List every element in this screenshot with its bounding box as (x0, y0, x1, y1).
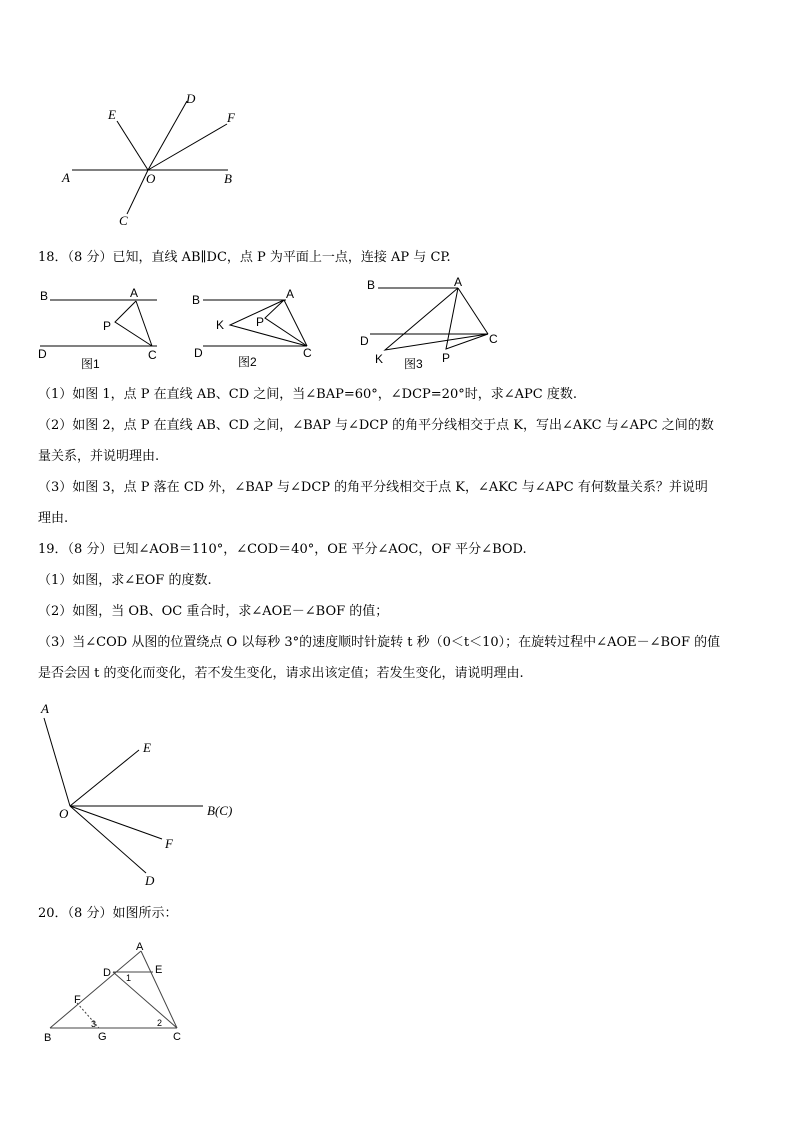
label-D: D (186, 91, 196, 106)
q19-label-E: E (143, 740, 151, 755)
q19-label-D: D (145, 873, 155, 888)
q20-label-B: B (44, 1032, 52, 1044)
q20-label-E: E (155, 964, 163, 976)
f1-label-A: A (130, 286, 139, 300)
q20-label-A: A (136, 941, 144, 953)
q18-part2-line1: （2）如图 2，点 P 在直线 AB、CD 之间，∠BAP 与∠DCP 的角平分线相交于点 K，写出∠AKC 与∠APC 之间的数 (38, 418, 714, 433)
f3-caption: 图3 (404, 357, 423, 371)
seg-AC (141, 951, 177, 1028)
q20-label-F: F (74, 994, 81, 1006)
f1-label-B: B (40, 289, 49, 303)
f3-label-B: B (367, 278, 376, 292)
q20-angle-2: 2 (157, 1018, 163, 1028)
f2-label-A: A (286, 287, 295, 301)
f3-label-D: D (360, 334, 369, 348)
q19-label-A: A (41, 701, 49, 716)
q18-part3-line2: 理由. (38, 511, 69, 526)
label-F: F (227, 110, 235, 125)
f3-label-K: K (375, 352, 384, 366)
q20-label-G: G (98, 1031, 107, 1043)
f1-label-C: C (148, 348, 157, 362)
f2-label-B: B (192, 293, 201, 307)
label-B: B (224, 171, 232, 186)
seg-DC (113, 972, 177, 1028)
q18-part1: （1）如图 1，点 P 在直线 AB、CD 之间，当∠BAP=60°，∠DCP=20°时，求∠APC 度数. (38, 387, 577, 402)
q20-stem: 20．（8 分）如图所示： (38, 906, 178, 921)
label-E: E (108, 107, 116, 122)
f2-label-D: D (194, 346, 203, 360)
q19-label-O: O (59, 806, 69, 821)
f2-label-P: P (256, 315, 265, 329)
q20-label-D: D (103, 967, 111, 979)
q19-part3-line2: 是否会因 t 的变化而变化，若不发生变化，请求出该定值；若发生变化，请说明理由. (38, 666, 524, 681)
label-C: C (119, 213, 128, 228)
f1-caption: 图1 (81, 357, 100, 371)
q18-stem: 18．（8 分）已知，直线 AB∥DC，点 P 为平面上一点，连接 AP 与 CP. (38, 250, 451, 265)
f3-label-P: P (442, 351, 451, 365)
seg-BA (50, 951, 141, 1028)
f3-label-A: A (454, 275, 463, 289)
q18-part3-line1: （3）如图 3，点 P 落在 CD 外，∠BAP 与∠DCP 的角平分线相交于点 K，∠AKC 与∠APC 有何数量关系？并说明 (38, 480, 708, 495)
q20-angle-3: 3 (91, 1019, 97, 1029)
q19-part1: （1）如图，求∠EOF 的度数. (38, 573, 212, 588)
q19-part3-line1: （3）当∠COD 从图的位置绕点 O 以每秒 3°的速度顺时针旋转 t 秒（0＜t＜10）；在旋转过程中∠AOE－∠BOF 的值 (38, 635, 721, 650)
q19-part2: （2）如图，当 OB、OC 重合时，求∠AOE－∠BOF 的值； (38, 604, 389, 619)
f2-caption: 图2 (238, 355, 257, 369)
f3-label-C: C (489, 332, 498, 346)
q18-part2-line2: 量关系，并说明理由. (38, 449, 160, 464)
q19-label-BC: B(C) (207, 803, 233, 818)
q19-label-F: F (165, 836, 173, 851)
f1-label-P: P (103, 319, 112, 333)
label-O: O (146, 171, 156, 186)
f2-label-K: K (216, 318, 225, 332)
f2-label-C: C (303, 346, 312, 360)
q20-label-C: C (173, 1031, 181, 1043)
q19-stem: 19．（8 分）已知∠AOB＝110°，∠COD＝40°，OE 平分∠AOC，OF 平分∠BOD. (38, 542, 527, 557)
label-A: A (62, 170, 70, 185)
f1-label-D: D (38, 347, 47, 361)
q20-angle-1: 1 (126, 973, 132, 983)
